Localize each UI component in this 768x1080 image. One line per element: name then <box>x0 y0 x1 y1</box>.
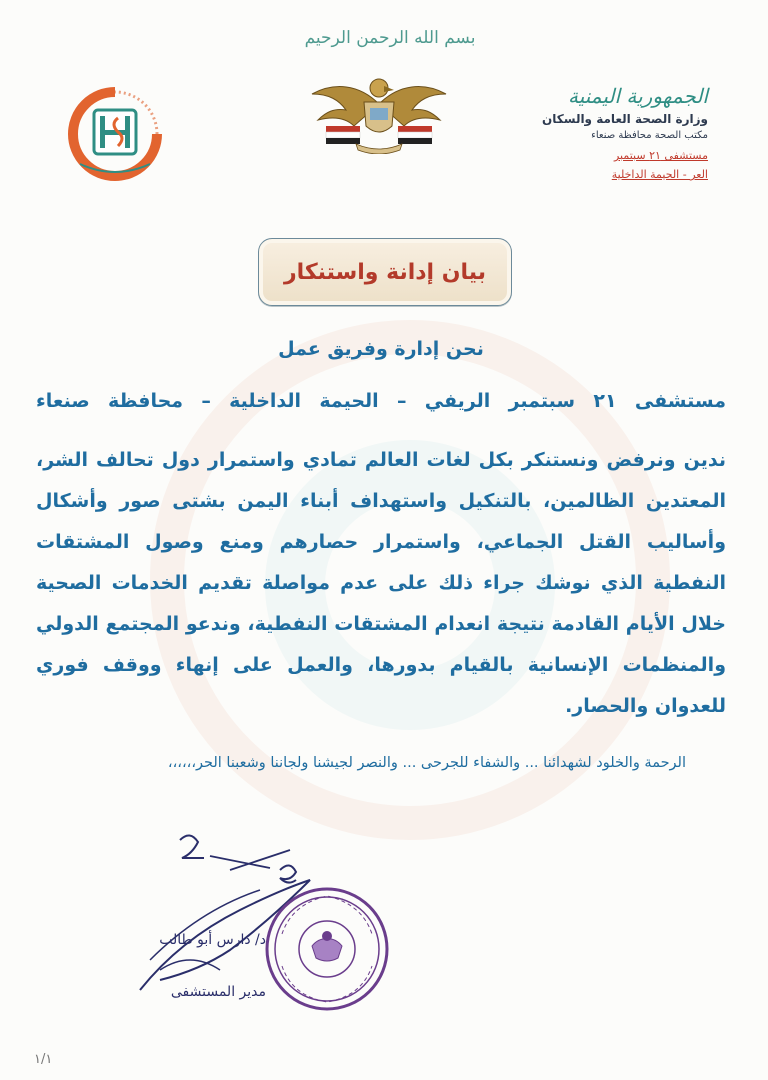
page-number: ١/١ <box>34 1052 53 1067</box>
hospital-logo-icon <box>60 86 170 182</box>
document-title: بيان إدانة واستنكار <box>283 259 487 285</box>
country-name: الجمهورية اليمنية <box>567 84 708 108</box>
title-box <box>258 238 512 306</box>
ministry-header <box>508 84 708 181</box>
yemen-emblem-icon <box>304 64 454 154</box>
hospital-name: مستشفى ٢١ سبتمبر <box>613 149 708 162</box>
district-name: العر - الحيمة الداخلية <box>611 168 708 181</box>
intro-line: نحن إدارة وفريق عمل <box>278 338 484 360</box>
closing-line: الرحمة والخلود لشهدائنا ... والشفاء للجرحى ... والنصر لجيشنا ولجاننا وشعبنا الحر،،،،،، <box>167 755 686 771</box>
office-name: مكتب الصحة محافظة صنعاء <box>591 130 708 141</box>
official-stamp-icon <box>262 884 392 1014</box>
signer-title: مدير المستشفى <box>170 984 266 1000</box>
basmala: بسم الله الرحمن الرحيم <box>304 28 476 48</box>
ministry-name: وزارة الصحة العامة والسكان <box>542 112 708 126</box>
signer-name: د/ دارس أبو طالب <box>159 932 266 948</box>
statement-paragraph: ندين ونرفض ونستنكر بكل لغات العالم تمادي واستمرار دول تحالف الشر، المعتدين الظالمين، بالتنكيل واستهداف أبناء اليمن بشتى صور وأشكال وأساليب القتل الجماعي، واستمرار حصارهم ومنع وصول المشتقات النفطية الذي نوشك جراء ذلك على عدم مواصلة تقديم الخدمات الصحية خلال الأيام القادمة نتيجة انعدام المشتقات النفطية، وندعو المجتمع الدولي والمنظمات الإنسانية بالقيام بدورها، والعمل على إنهاء ووقف فوري للعدوان والحصار. <box>36 449 726 717</box>
hospital-line: مستشفى ٢١ سبتمبر الريفي – الحيمة الداخلية – محافظة صنعاء <box>36 390 726 412</box>
